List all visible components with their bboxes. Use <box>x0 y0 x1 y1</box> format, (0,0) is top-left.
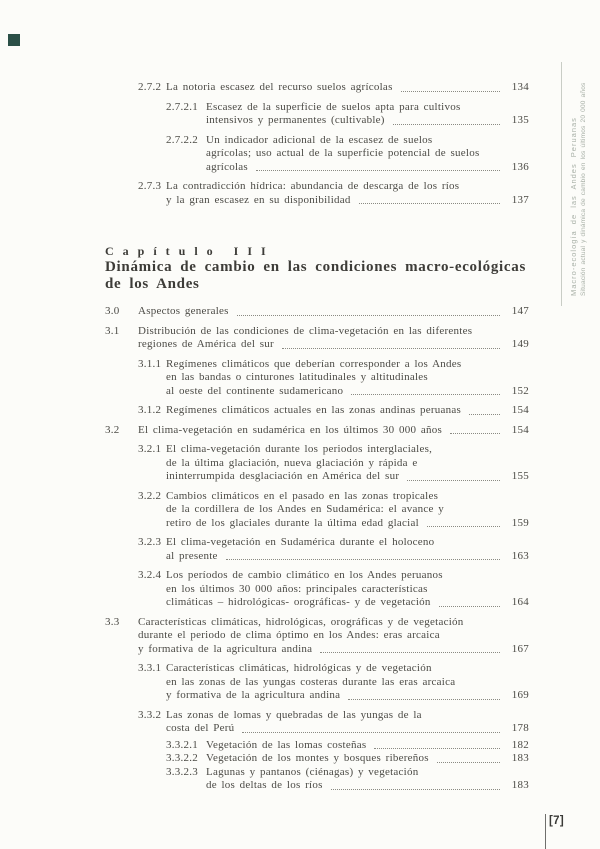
toc-entry-3.1.1 <box>105 358 529 399</box>
entry-line <box>206 147 529 161</box>
entry-text: La contradicción hídrica: abundancia de descarga de los ríos <box>166 180 460 192</box>
entry-text: Lagunas y pantanos (ciénagas) y vegetación <box>206 765 419 778</box>
entry-line <box>166 371 529 385</box>
entry-text: en las bandas o cinturones latitudinales y altitudinales <box>166 371 428 383</box>
entry-page-number: 155 <box>511 470 529 482</box>
entry-number: 3.3.2.2 <box>166 752 198 764</box>
dot-leader <box>237 314 500 316</box>
entry-text: Los períodos de cambio climático en los Andes peruanos <box>166 569 443 581</box>
entry-line <box>166 470 529 484</box>
entry-line <box>166 194 529 208</box>
toc-entry-3.2.3 <box>105 536 529 563</box>
toc-section-chapter2 <box>105 81 529 207</box>
dot-leader <box>226 558 500 560</box>
entry-line <box>166 722 529 736</box>
entry-number: 3.0 <box>105 305 120 317</box>
dot-leader <box>320 651 500 653</box>
entry-text: al oeste del continente sudamericano <box>166 384 344 397</box>
entry-text: durante el periodo de clima óptimo en los Andes: eras arcaica <box>138 629 440 641</box>
toc-entry-2.7.2.2 <box>105 134 529 175</box>
entry-text: Cambios climáticos en el pasado en las zonas tropicales <box>166 489 439 502</box>
entry-text: en las zonas de las yungas costeras durante las eras arcaica <box>166 675 456 688</box>
entry-text: Aspectos generales <box>138 305 229 317</box>
entry-text: y formativa de la agricultura andina <box>138 642 313 655</box>
entry-line <box>138 338 529 352</box>
entry-line <box>206 161 529 175</box>
entry-line <box>138 424 529 438</box>
entry-page-number: 169 <box>511 689 529 701</box>
toc-entry-3.1.2 <box>105 404 529 418</box>
sidebar-running-title: Macro-ecología de las Andes Peruanas <box>569 117 578 296</box>
dot-leader <box>242 731 500 733</box>
entry-text: retiro de los glaciales durante la última edad glacial <box>166 516 419 529</box>
entry-page-number: 164 <box>511 596 529 608</box>
entry-line <box>206 779 529 793</box>
dot-leader <box>331 788 500 790</box>
entry-text: El clima-vegetación en sudamérica en los últimos 30 000 años <box>138 423 443 436</box>
toc-section-chapter3 <box>105 305 529 793</box>
entry-line <box>166 569 529 583</box>
entry-page-number: 147 <box>511 305 529 317</box>
entry-text: Vegetación de las lomas costeñas <box>206 738 367 751</box>
dot-leader <box>469 413 500 415</box>
entry-text: de la última glaciación, nueva glaciación y rápida e <box>166 456 418 469</box>
entry-line <box>166 689 529 703</box>
dot-leader <box>407 479 500 481</box>
toc-entry-3.3.2.2 <box>105 752 529 766</box>
entry-page-number: 136 <box>511 160 529 173</box>
entry-number: 3.3.1 <box>138 662 162 674</box>
entry-line <box>138 629 529 643</box>
entry-line <box>166 536 529 550</box>
entry-line <box>166 443 529 457</box>
entry-number: 2.7.2.1 <box>166 100 198 113</box>
dot-leader <box>393 123 500 125</box>
toc-entry-3.2 <box>105 424 529 438</box>
entry-text: ininterrumpida desglaciación en América del sur <box>166 470 400 482</box>
dot-leader <box>256 169 500 171</box>
entry-line <box>166 596 529 610</box>
entry-number: 2.7.2.2 <box>166 133 198 146</box>
entry-page-number: 183 <box>511 752 529 764</box>
entry-line <box>166 180 529 194</box>
entry-text: climáticas – hidrológicas- orográficas- y de vegetación <box>166 596 431 608</box>
chapter-kicker: C a p í t u l o I I I <box>105 244 269 258</box>
entry-number: 3.2.3 <box>138 536 162 548</box>
dot-leader <box>374 747 500 749</box>
dot-leader <box>348 698 500 700</box>
dot-leader <box>427 525 500 527</box>
entry-text: costa del Perú <box>166 722 235 734</box>
entry-text: intensivos y permanentes (cultivable) <box>206 114 385 126</box>
entry-line <box>166 550 529 564</box>
entry-text: regiones de América del sur <box>138 338 274 350</box>
entry-text: Regímenes climáticos actuales en las zonas andinas peruanas <box>166 404 462 416</box>
toc-entry-2.7.3 <box>105 180 529 207</box>
entry-page-number: 134 <box>511 81 529 93</box>
entry-page-number: 149 <box>511 338 529 350</box>
entry-line <box>166 676 529 690</box>
entry-page-number: 183 <box>511 779 529 791</box>
dot-leader <box>351 393 500 395</box>
entry-text: y la gran escasez en su disponibilidad <box>166 193 351 206</box>
entry-number: 3.1.1 <box>138 357 162 370</box>
dot-leader <box>282 347 500 349</box>
entry-text: Un indicador adicional de la escasez de suelos <box>206 133 433 146</box>
entry-text: El clima-vegetación en Sudamérica durante el holoceno <box>166 536 435 548</box>
entry-line <box>206 752 529 766</box>
entry-page-number: 167 <box>511 642 529 655</box>
toc-entry-3.0 <box>105 305 529 319</box>
dot-leader <box>401 90 500 92</box>
entry-line <box>206 766 529 780</box>
entry-line <box>138 325 529 339</box>
entry-page-number: 163 <box>511 549 529 562</box>
page-folio: [7] <box>549 815 564 827</box>
toc-entry-3.2.1 <box>105 443 529 484</box>
entry-line <box>138 616 529 630</box>
entry-number: 3.3.2 <box>138 708 162 721</box>
entry-number: 2.7.2 <box>138 81 162 93</box>
entry-text: Las zonas de lomas y quebradas de las yungas de la <box>166 708 422 721</box>
entry-number: 3.3 <box>105 615 120 628</box>
entry-text: El clima-vegetación durante los periodos interglaciales, <box>166 443 433 455</box>
entry-text: Características climáticas, hidrológicas, orográficas y de vegetación <box>138 615 464 628</box>
entry-page-number: 152 <box>511 384 529 397</box>
entry-line <box>166 583 529 597</box>
toc-entry-3.3.2 <box>105 709 529 736</box>
entry-line <box>206 739 529 753</box>
entry-number: 3.3.2.3 <box>166 765 198 778</box>
entry-line <box>138 305 529 319</box>
entry-line <box>166 385 529 399</box>
sidebar-running-subtitle: Situación actual y dinámica de cambio en los últimos 20 000 años <box>580 82 587 296</box>
entry-line <box>166 358 529 372</box>
dot-leader <box>439 605 500 607</box>
entry-line <box>206 134 529 148</box>
toc-entry-3.3.2.1 <box>105 739 529 753</box>
entry-number: 3.2.4 <box>138 569 162 581</box>
dot-leader <box>450 432 500 434</box>
folio-rule <box>545 814 546 849</box>
entry-page-number: 137 <box>511 193 529 206</box>
entry-text: al presente <box>166 549 218 562</box>
toc-entry-3.1 <box>105 325 529 352</box>
toc-entry-3.2.4 <box>105 569 529 610</box>
dot-leader <box>437 761 500 763</box>
entry-number: 3.1 <box>105 324 120 337</box>
entry-text: agrícolas; uso actual de la superficie potencial de suelos <box>206 147 480 159</box>
entry-text: y formativa de la agricultura andina <box>166 689 341 701</box>
entry-line <box>166 709 529 723</box>
entry-number: 3.2.1 <box>138 443 162 455</box>
entry-text: Características climáticas, hidrológicas y de vegetación <box>166 662 432 674</box>
entry-line <box>166 457 529 471</box>
toc-entry-3.3 <box>105 616 529 657</box>
entry-line <box>166 503 529 517</box>
entry-page-number: 159 <box>511 516 529 529</box>
entry-line <box>206 114 529 128</box>
toc-entry-2.7.2 <box>105 81 529 95</box>
toc-entry-3.3.1 <box>105 662 529 703</box>
entry-page-number: 154 <box>511 423 529 436</box>
entry-number: 3.2.2 <box>138 489 162 502</box>
entry-page-number: 182 <box>511 738 529 751</box>
entry-text: de los deltas de los ríos <box>206 779 323 791</box>
entry-text: La notoria escasez del recurso suelos agrícolas <box>166 81 393 93</box>
toc-entry-3.3.2.3 <box>105 766 529 793</box>
entry-text: Escasez de la superficie de suelos apta para cultivos <box>206 100 461 113</box>
entry-line <box>166 404 529 418</box>
entry-number: 3.3.2.1 <box>166 738 198 751</box>
chapter-heading <box>105 244 529 292</box>
entry-line <box>166 490 529 504</box>
entry-text: Distribución de las condiciones de clima-vegetación en las diferentes <box>138 324 473 337</box>
entry-number: 2.7.3 <box>138 180 162 192</box>
entry-text: en los últimos 30 000 años: principales características <box>166 582 428 595</box>
entry-number: 3.1.2 <box>138 404 162 416</box>
entry-text: agrícolas <box>206 160 248 173</box>
entry-line <box>138 643 529 657</box>
corner-registration-mark <box>8 34 20 46</box>
entry-line <box>166 517 529 531</box>
entry-number: 3.2 <box>105 423 120 436</box>
entry-text: de la cordillera de los Andes en Sudamérica: el avance y <box>166 503 445 515</box>
entry-line <box>206 101 529 115</box>
table-of-contents <box>105 81 529 793</box>
entry-page-number: 135 <box>511 114 529 126</box>
toc-entry-2.7.2.1 <box>105 101 529 128</box>
entry-page-number: 154 <box>511 404 529 416</box>
toc-entry-3.2.2 <box>105 490 529 531</box>
sidebar-rule <box>561 62 562 306</box>
dot-leader <box>359 202 500 204</box>
entry-text: Vegetación de los montes y bosques ribereños <box>206 752 429 764</box>
entry-line <box>166 81 529 95</box>
chapter-title-line1: Dinámica de cambio en las condiciones macro-ecológicas <box>105 259 526 275</box>
chapter-title-line2: de los Andes <box>105 275 200 292</box>
entry-line <box>166 662 529 676</box>
entry-text: Regímenes climáticos que deberían corresponder a los Andes <box>166 357 462 370</box>
entry-page-number: 178 <box>511 722 529 734</box>
